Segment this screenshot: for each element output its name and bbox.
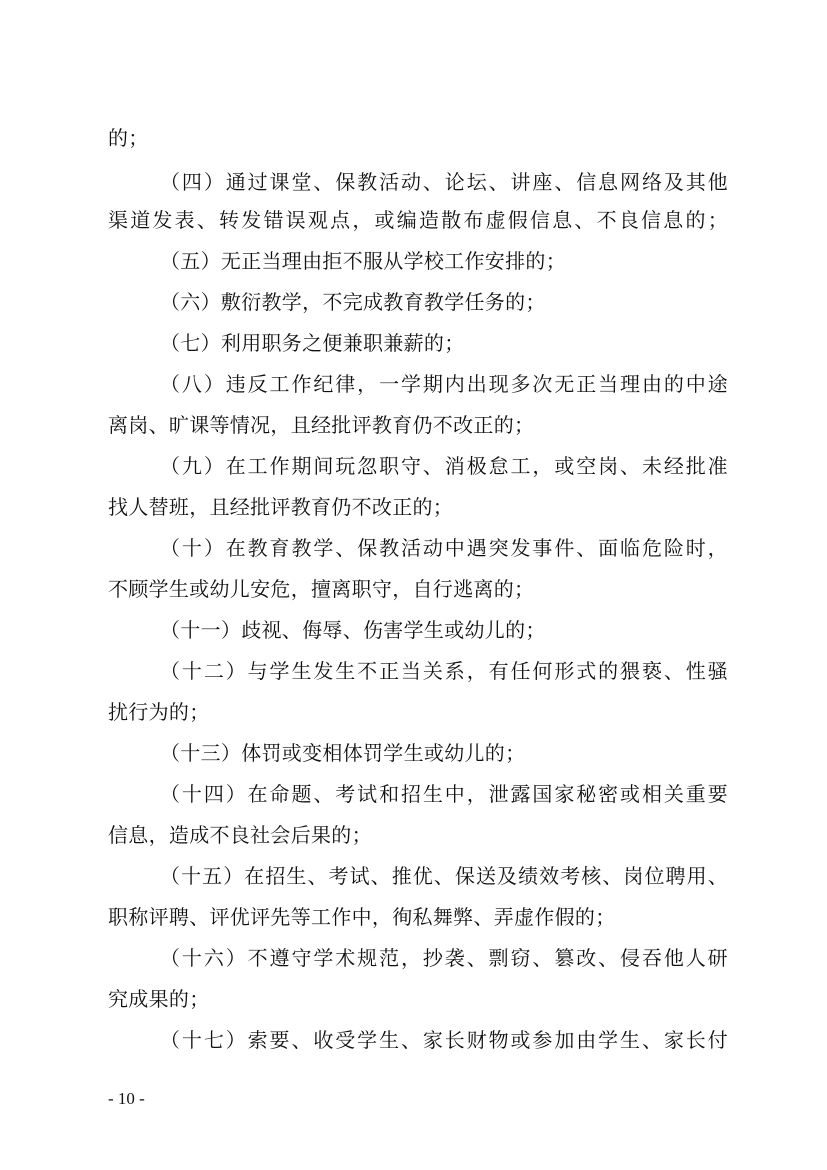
text-line-7: （八）违反工作纪律，一学期内出现多次无正当理由的中途 <box>160 372 728 396</box>
text-line-21: （十六）不遵守学术规范，抄袭、剽窃、篡改、侵吞他人研 <box>160 946 728 970</box>
text-line-9: （九）在工作期间玩忽职守、消极怠工，或空岗、未经批准 <box>160 454 728 478</box>
text-line-22: 究成果的； <box>108 987 210 1011</box>
text-line-16: （十三）体罚或变相体罚学生或幼儿的； <box>160 741 526 765</box>
text-line-10: 找人替班，且经批评教育仍不改正的； <box>108 495 454 519</box>
text-line-19: （十五）在招生、考试、推优、保送及绩效考核、岗位聘用、 <box>160 864 728 888</box>
text-line-18: 信息，造成不良社会后果的； <box>108 823 372 847</box>
text-line-13: （十一）歧视、侮辱、伤害学生或幼儿的； <box>160 618 546 642</box>
text-line-15: 扰行为的； <box>108 700 210 724</box>
text-line-11: （十）在教育教学、保教活动中遇突发事件、面临危险时， <box>160 536 728 560</box>
text-line-1: 的； <box>108 126 149 150</box>
text-line-5: （六）敷衍教学，不完成教育教学任务的； <box>160 290 546 314</box>
text-line-14: （十二）与学生发生不正当关系，有任何形式的猥亵、性骚 <box>160 659 728 683</box>
text-line-23: （十七）索要、收受学生、家长财物或参加由学生、家长付 <box>160 1028 728 1052</box>
text-line-6: （七）利用职务之便兼职兼薪的； <box>160 331 465 355</box>
text-line-17: （十四）在命题、考试和招生中，泄露国家秘密或相关重要 <box>160 782 728 806</box>
text-line-20: 职称评聘、评优评先等工作中，徇私舞弊、弄虚作假的； <box>108 905 616 929</box>
text-line-2: （四）通过课堂、保教活动、论坛、讲座、信息网络及其他 <box>160 170 728 194</box>
text-line-12: 不顾学生或幼儿安危，擅离职守，自行逃离的； <box>108 577 535 601</box>
text-line-8: 离岗、旷课等情况，且经批评教育仍不改正的； <box>108 413 535 437</box>
text-line-3: 渠道发表、转发错误观点，或编造散布虚假信息、不良信息的； <box>108 208 728 232</box>
page-number: - 10 - <box>108 1089 145 1108</box>
text-line-4: （五）无正当理由拒不服从学校工作安排的； <box>160 249 566 273</box>
